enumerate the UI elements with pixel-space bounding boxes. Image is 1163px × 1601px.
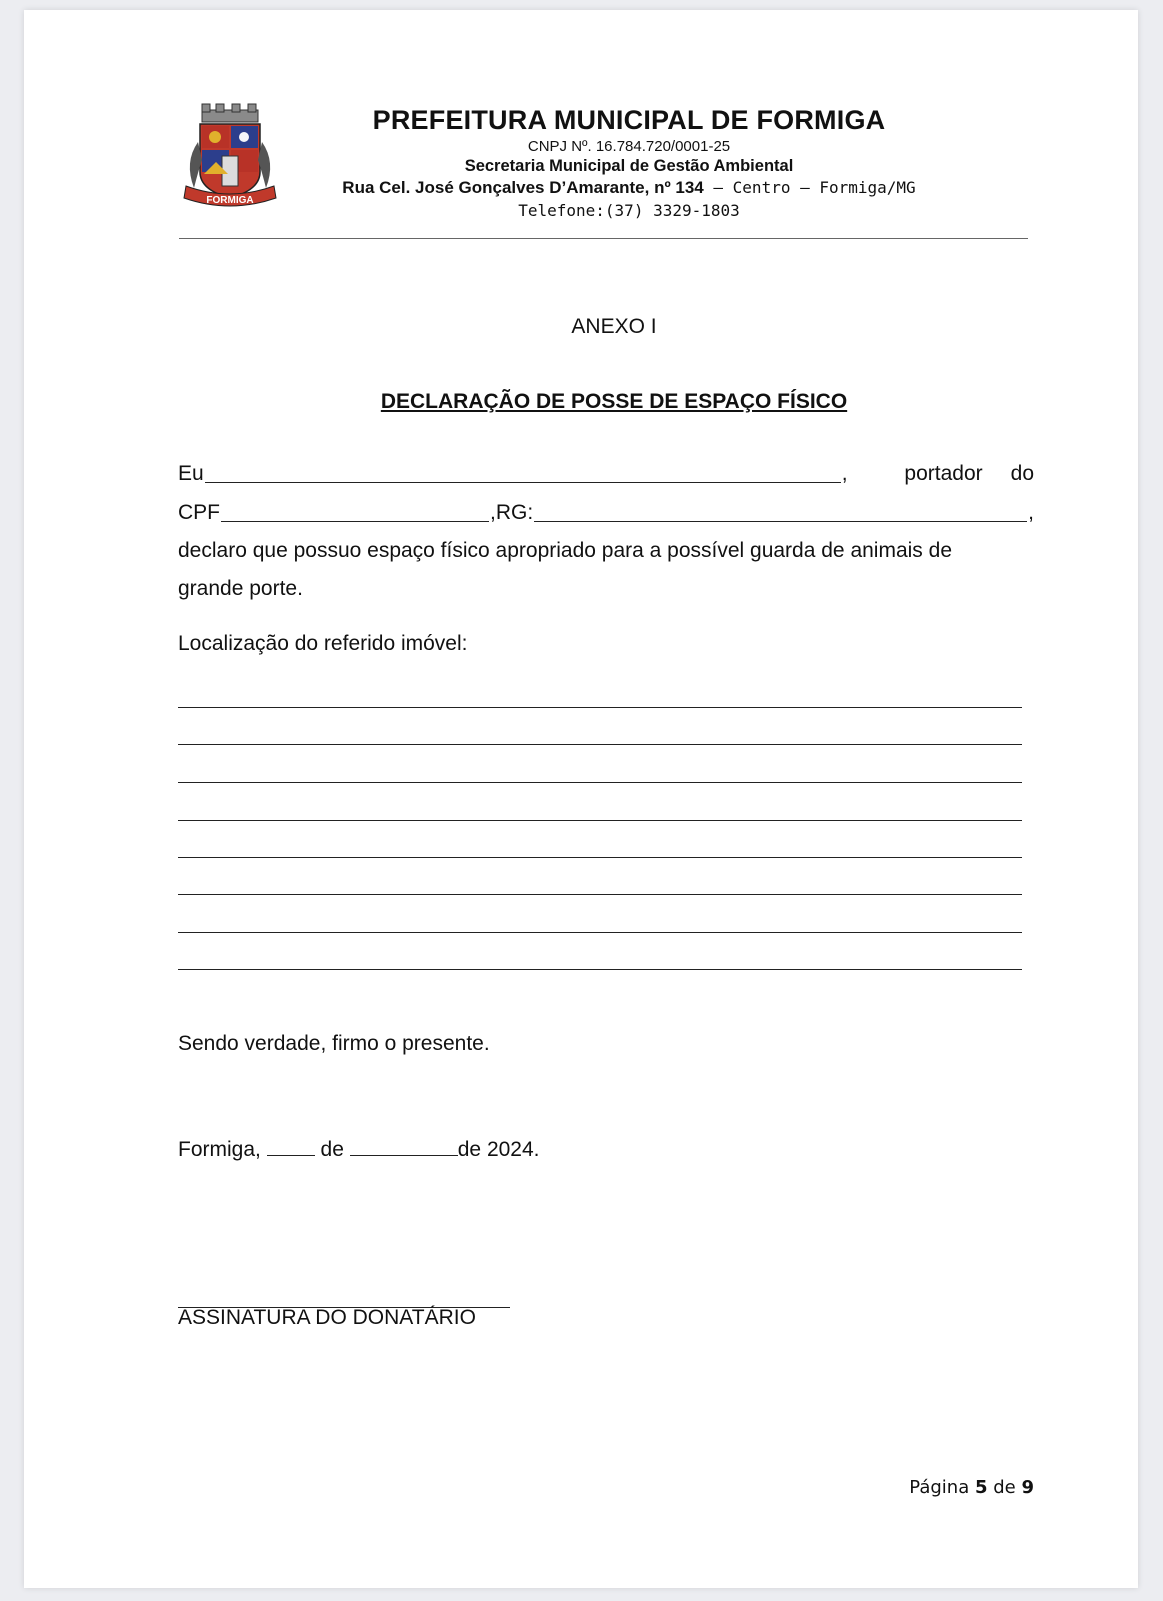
page-word: Página bbox=[909, 1477, 970, 1498]
document-heading: DECLARAÇÃO DE POSSE DE ESPAÇO FÍSICO bbox=[380, 390, 848, 413]
page-total: 9 bbox=[1021, 1477, 1034, 1498]
declaration-line-name bbox=[178, 462, 1034, 486]
text-rg: ,RG: bbox=[490, 501, 534, 524]
location-line-6[interactable] bbox=[178, 894, 1022, 895]
declaration-text-end: grande porte. bbox=[178, 577, 303, 600]
location-line-7[interactable] bbox=[178, 932, 1022, 933]
cpf-blank[interactable] bbox=[221, 501, 489, 522]
location-line-1[interactable] bbox=[178, 707, 1022, 708]
text-do: do bbox=[1010, 462, 1034, 485]
text-portador: portador bbox=[904, 462, 983, 485]
day-blank[interactable] bbox=[267, 1135, 315, 1156]
date-de: de bbox=[320, 1138, 344, 1161]
page-of: de bbox=[993, 1477, 1016, 1498]
closing-statement: Sendo verdade, firmo o presente. bbox=[178, 1032, 490, 1055]
header-address bbox=[164, 178, 1094, 198]
header-divider bbox=[179, 238, 1028, 239]
signature-label: ASSINATURA DO DONATÁRIO bbox=[178, 1306, 476, 1329]
text-eu: Eu bbox=[178, 462, 204, 485]
declaration-line-documents bbox=[178, 501, 1034, 525]
header-cnpj: CNPJ Nº. 16.784.720/0001-25 bbox=[527, 138, 731, 155]
text-cpf: CPF bbox=[178, 501, 220, 524]
header-phone: Telefone:(37) 3329-1803 bbox=[518, 201, 740, 220]
date-city: Formiga, bbox=[178, 1138, 261, 1161]
address-rest: – Centro – Formiga/MG bbox=[703, 178, 916, 197]
page-number bbox=[854, 1477, 1034, 1498]
location-line-8[interactable] bbox=[178, 969, 1022, 970]
header-secretaria: Secretaria Municipal de Gestão Ambiental bbox=[464, 157, 794, 175]
date-year: de 2024. bbox=[457, 1138, 540, 1161]
location-line-4[interactable] bbox=[178, 820, 1022, 821]
svg-text:FORMIGA: FORMIGA bbox=[206, 195, 254, 206]
declaration-text: declaro que possuo espaço físico apropriado para a possível guarda de animais de bbox=[178, 539, 952, 562]
header-title: PREFEITURA MUNICIPAL DE FORMIGA bbox=[372, 105, 886, 135]
document-page bbox=[24, 10, 1138, 1588]
name-blank[interactable] bbox=[205, 462, 841, 483]
location-line-5[interactable] bbox=[178, 857, 1022, 858]
text-comma: , bbox=[841, 462, 848, 485]
location-line-2[interactable] bbox=[178, 744, 1022, 745]
annex-label: ANEXO I bbox=[571, 315, 657, 338]
address-street: Rua Cel. José Gonçalves D’Amarante, nº 134 bbox=[342, 178, 704, 197]
date-line bbox=[178, 1135, 1034, 1162]
location-line-3[interactable] bbox=[178, 782, 1022, 783]
month-blank[interactable] bbox=[350, 1135, 458, 1156]
rg-blank[interactable] bbox=[534, 501, 1027, 522]
location-label: Localização do referido imóvel: bbox=[178, 632, 468, 655]
text-end-comma: , bbox=[1028, 501, 1034, 524]
page-current: 5 bbox=[974, 1477, 988, 1498]
